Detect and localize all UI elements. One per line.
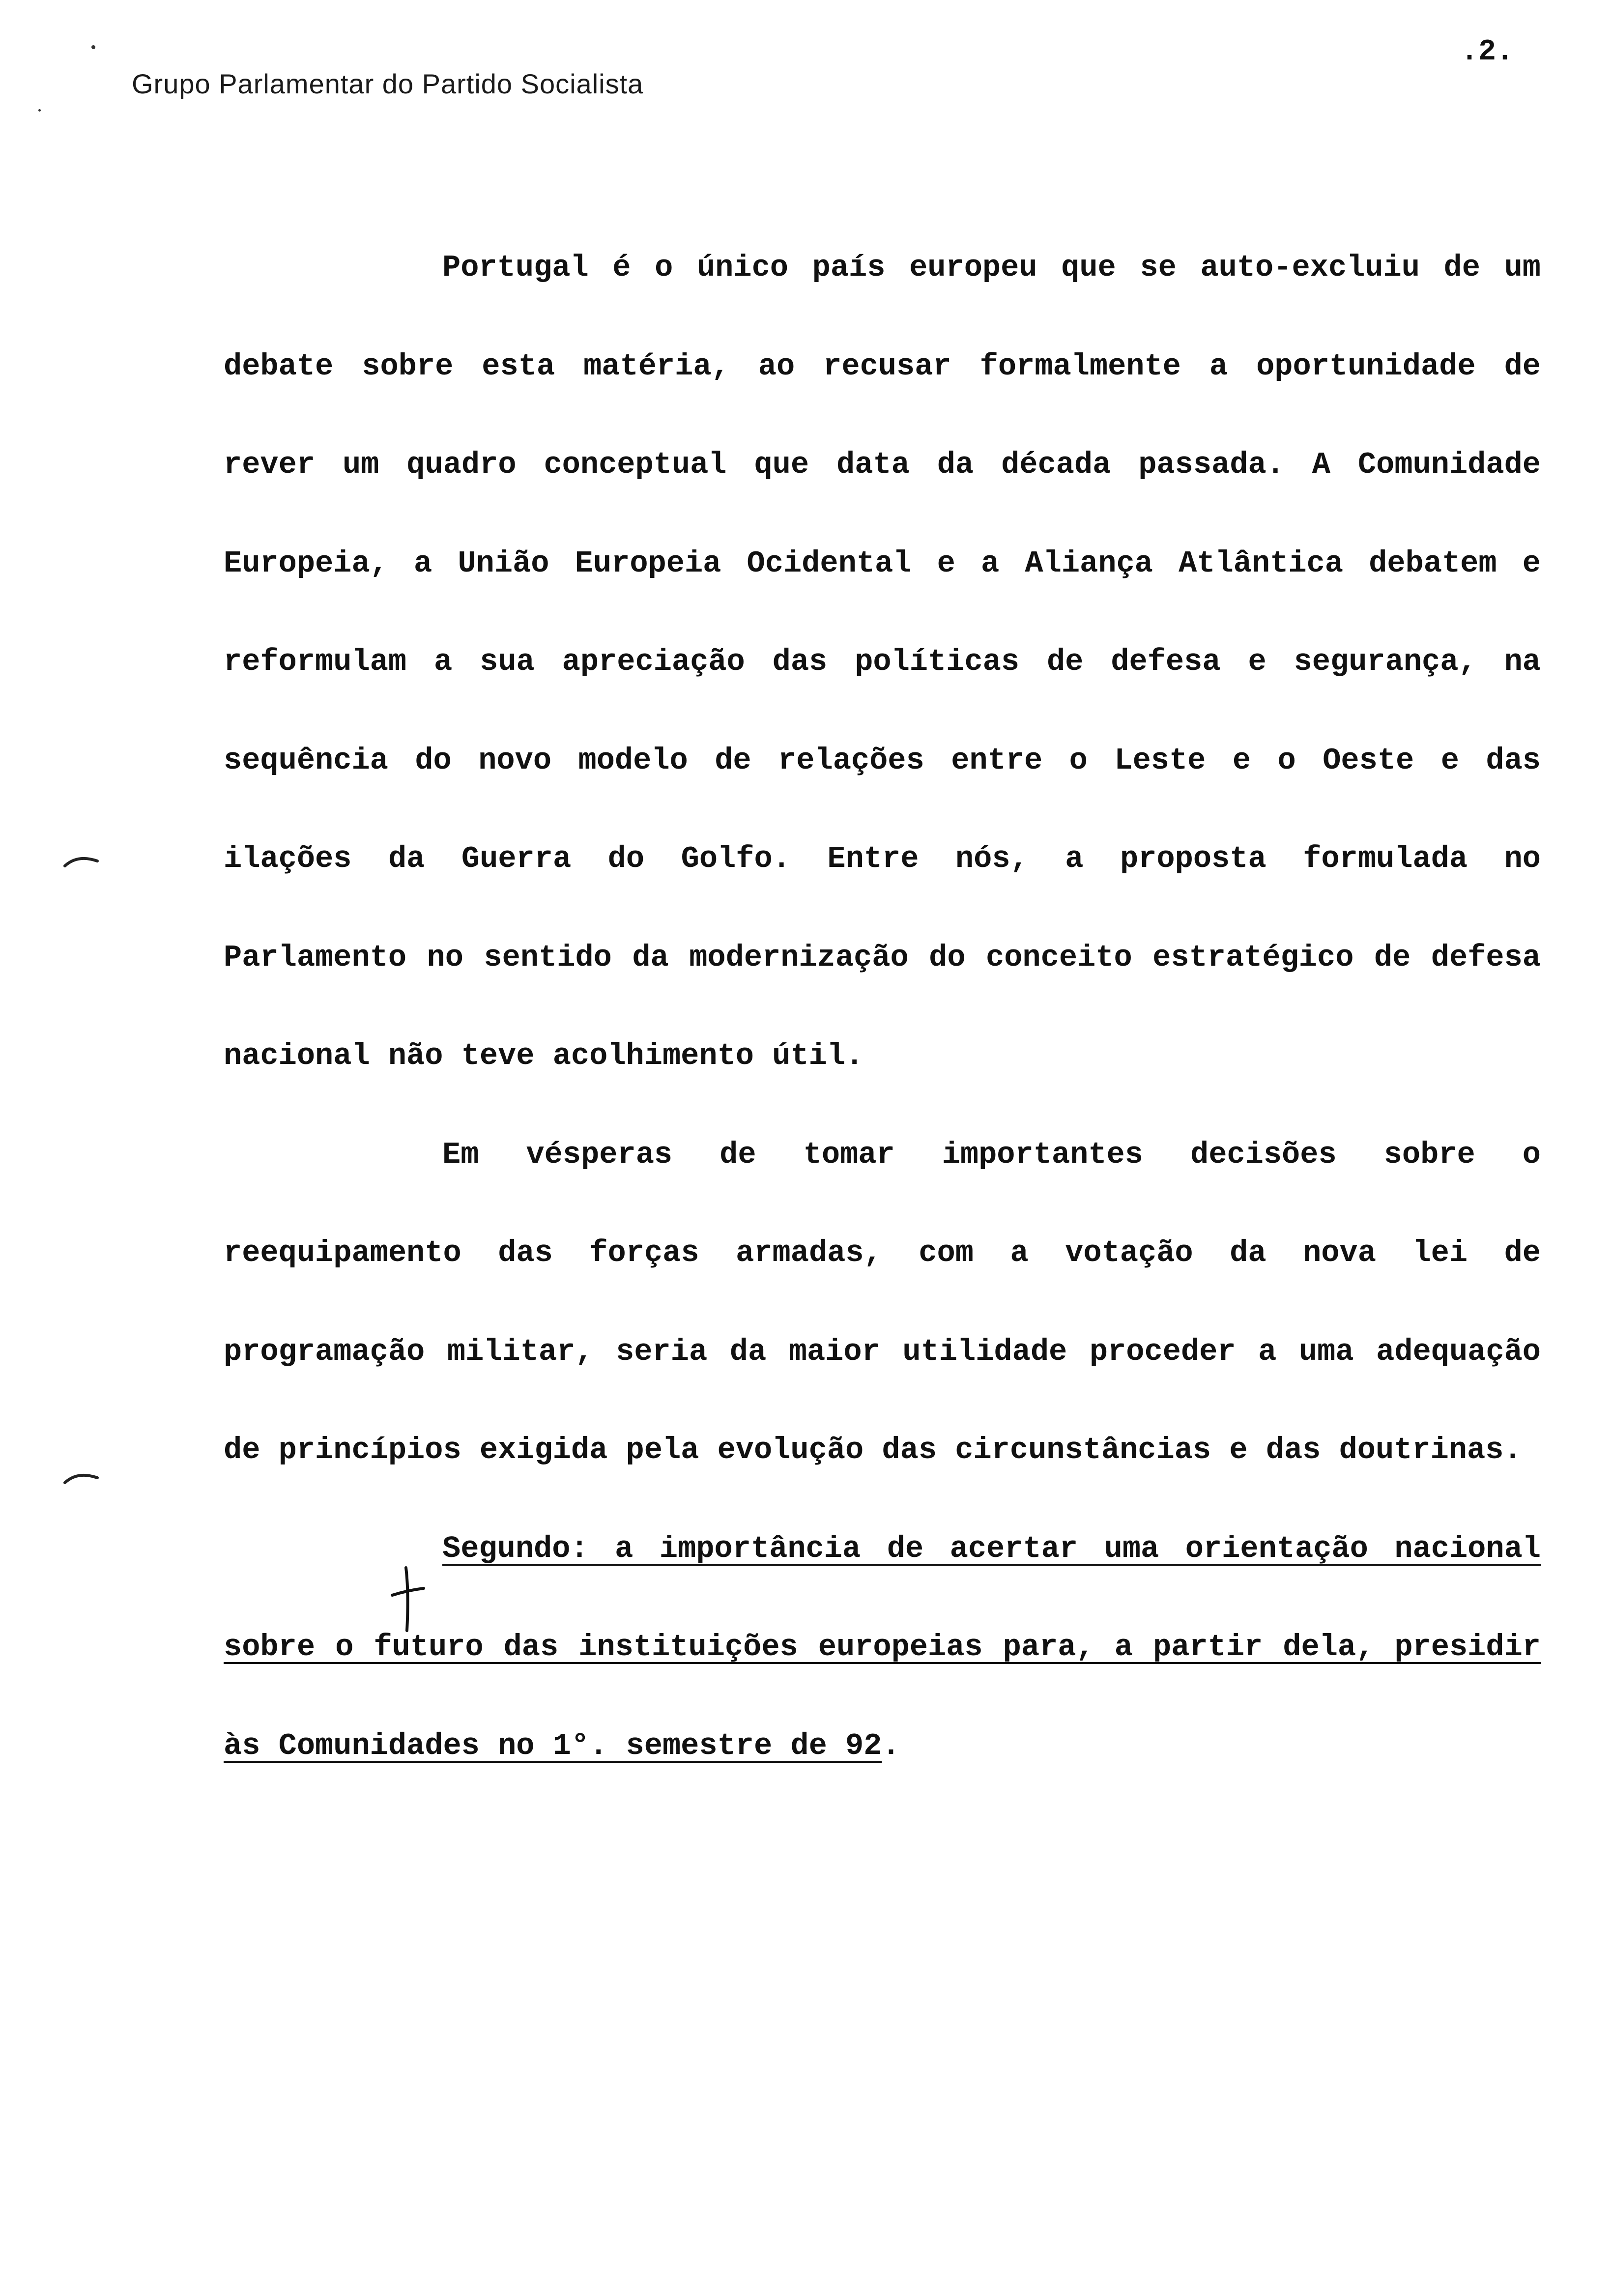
punch-hole-mark bbox=[63, 1467, 102, 1487]
margin-speck bbox=[38, 109, 41, 112]
handwritten-correction-mark bbox=[388, 1563, 428, 1636]
paragraph: Portugal é o único país europeu que se auto-excluiu de um debate sobre esta matéria, ao recusar formalmente a oportunidade de rever um quadro conceptual que data da década passada. A Comunidade Europeia, a União Europeia Ocidental e a Aliança Atlântica debatem e reformulam a sua apreciação das políticas de defesa e segurança, na sequência do novo modelo de relações entre o Leste e o Oeste e das ilações da Guerra do Golfo. Entre nós, a proposta formulada no Parlamento no sentido da modernização do conceito estratégico de defesa nacional não teve acolhimento útil. bbox=[224, 250, 1541, 1073]
paragraph: Em vésperas de tomar importantes decisões sobre o reequipamento das forças armadas, com a votação da nova lei de programação militar, seria da maior utilidade proceder a uma adequação de princípios exigida pela evolução das circunstâncias e das doutrinas. bbox=[224, 1137, 1541, 1467]
margin-speck bbox=[91, 45, 95, 49]
underlined-text: Segundo: a importância de acertar uma orientação nacional sobre o futuro das instituições europeias para, a partir dela, presidir às Comunidades no 1°. semestre de 92 bbox=[224, 1531, 1541, 1763]
punch-hole-mark bbox=[63, 850, 102, 870]
body-text bbox=[224, 219, 1541, 1795]
underlined-paragraph bbox=[224, 1500, 1541, 1796]
letterhead: Grupo Parlamentar do Partido Socialista bbox=[132, 68, 644, 99]
underlined-paragraph-end: . bbox=[882, 1728, 900, 1763]
page-number: .2. bbox=[1460, 35, 1514, 69]
